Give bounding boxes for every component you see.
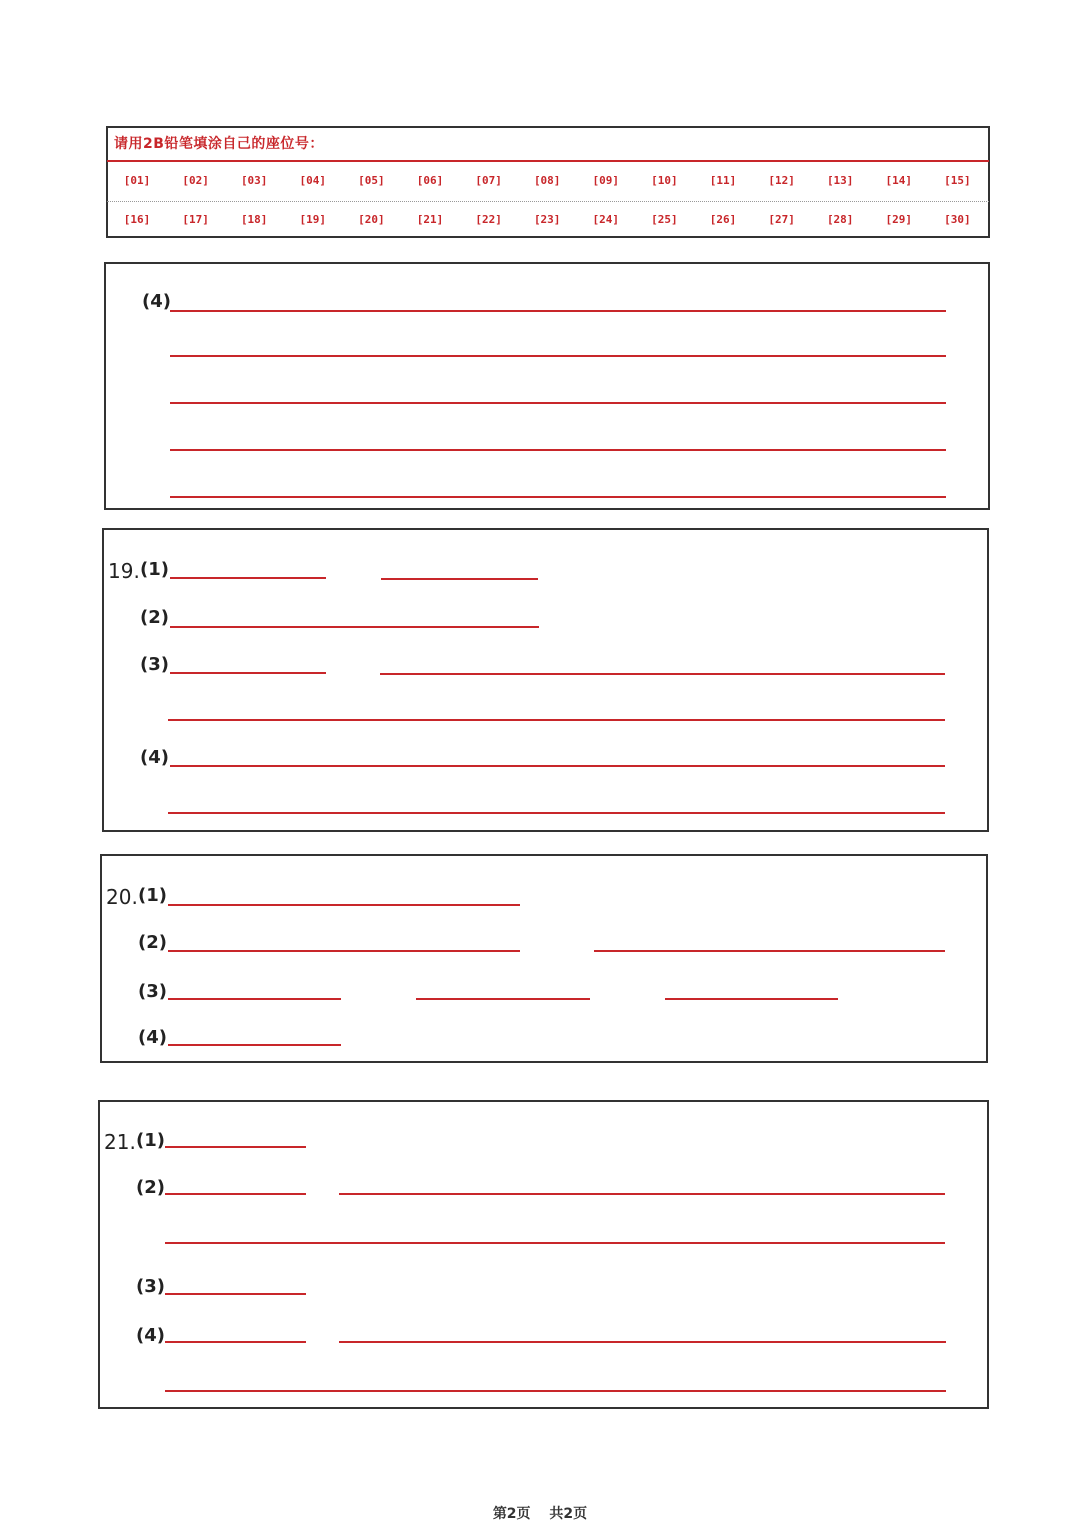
- answer-line[interactable]: [170, 496, 946, 498]
- seat-option[interactable]: [07]: [475, 174, 502, 187]
- q19-4-blank-b[interactable]: [168, 812, 945, 814]
- seat-option[interactable]: [18]: [240, 213, 268, 226]
- question-20-box: [100, 854, 988, 1063]
- q19-1-blank-b[interactable]: [381, 578, 538, 580]
- seat-header-divider: [107, 160, 989, 162]
- seat-option[interactable]: [05]: [358, 174, 385, 187]
- q19-4-blank-a[interactable]: [170, 765, 945, 767]
- q19-1-blank-a[interactable]: [170, 577, 326, 579]
- seat-option[interactable]: [06]: [416, 174, 444, 187]
- seat-option[interactable]: [25]: [651, 213, 678, 226]
- q20-2-blank-a[interactable]: [168, 950, 520, 952]
- seat-row-divider: [107, 201, 989, 202]
- q21-part-2-label: (2): [136, 1177, 165, 1198]
- seat-option[interactable]: [23]: [533, 213, 561, 226]
- q20-3-blank-b[interactable]: [416, 998, 590, 1000]
- answer-line[interactable]: [170, 310, 946, 312]
- seat-option[interactable]: [04]: [299, 174, 327, 187]
- seat-option[interactable]: [14]: [885, 174, 913, 187]
- q21-4-blank-b[interactable]: [339, 1341, 946, 1343]
- q20-1-blank[interactable]: [168, 904, 520, 906]
- q19-part-3-label: (3): [140, 654, 169, 675]
- q19-3-blank-c[interactable]: [168, 719, 945, 721]
- q21-part-1-label: (1): [136, 1130, 165, 1151]
- answer-line[interactable]: [170, 449, 946, 451]
- q20-3-blank-a[interactable]: [168, 998, 341, 1000]
- q21-3-blank[interactable]: [165, 1293, 306, 1295]
- seat-option[interactable]: [02]: [182, 174, 209, 187]
- seat-option[interactable]: [15]: [944, 174, 971, 187]
- q21-2-blank-a[interactable]: [165, 1193, 306, 1195]
- answer-box-continued: [104, 262, 990, 510]
- seat-option[interactable]: [26]: [709, 213, 737, 226]
- q19-part-1-label: (1): [140, 559, 169, 580]
- q21-4-blank-a[interactable]: [165, 1341, 306, 1343]
- q20-part-4-label: (4): [138, 1027, 167, 1048]
- q20-3-blank-c[interactable]: [665, 998, 838, 1000]
- page-footer: 第2页 共2页: [492, 1506, 588, 1522]
- part-4-label: (4): [142, 291, 171, 312]
- seat-option[interactable]: [29]: [885, 213, 913, 226]
- q21-2-blank-b[interactable]: [339, 1193, 945, 1195]
- seat-option[interactable]: [21]: [416, 213, 444, 226]
- answer-line[interactable]: [170, 355, 946, 357]
- seat-option[interactable]: [22]: [475, 213, 502, 226]
- q21-part-4-label: (4): [136, 1325, 165, 1346]
- seat-option[interactable]: [12]: [768, 174, 795, 187]
- question-19-box: [102, 528, 989, 832]
- q20-part-2-label: (2): [138, 932, 167, 953]
- question-19-number: 19.: [108, 559, 140, 583]
- seat-option[interactable]: [20]: [358, 213, 385, 226]
- seat-option[interactable]: [13]: [826, 174, 854, 187]
- answer-line[interactable]: [170, 402, 946, 404]
- seat-option[interactable]: [30]: [944, 213, 971, 226]
- seat-option[interactable]: [11]: [709, 174, 737, 187]
- q21-part-3-label: (3): [136, 1276, 165, 1297]
- seat-option[interactable]: [09]: [592, 174, 620, 187]
- seat-option[interactable]: [08]: [533, 174, 561, 187]
- question-20-number: 20.: [106, 885, 138, 909]
- q21-4-blank-c[interactable]: [165, 1390, 946, 1392]
- q20-part-3-label: (3): [138, 981, 167, 1002]
- q20-2-blank-b[interactable]: [594, 950, 945, 952]
- q21-1-blank[interactable]: [165, 1146, 306, 1148]
- seat-option[interactable]: [28]: [826, 213, 854, 226]
- seat-option[interactable]: [16]: [123, 213, 151, 226]
- seat-option[interactable]: [24]: [592, 213, 620, 226]
- seat-option[interactable]: [10]: [651, 174, 678, 187]
- q19-2-blank[interactable]: [170, 626, 539, 628]
- seat-option[interactable]: [19]: [299, 213, 327, 226]
- q19-3-blank-a[interactable]: [170, 672, 326, 674]
- q20-4-blank[interactable]: [168, 1044, 341, 1046]
- q19-part-4-label: (4): [140, 747, 169, 768]
- seat-option[interactable]: [27]: [768, 213, 795, 226]
- q19-3-blank-b[interactable]: [380, 673, 945, 675]
- q20-part-1-label: (1): [138, 885, 167, 906]
- seat-option[interactable]: [17]: [182, 213, 209, 226]
- seat-option[interactable]: [03]: [240, 174, 268, 187]
- seat-option[interactable]: [01]: [123, 174, 151, 187]
- q21-2-blank-c[interactable]: [165, 1242, 945, 1244]
- q19-part-2-label: (2): [140, 607, 169, 628]
- question-21-number: 21.: [104, 1130, 136, 1154]
- seat-number-instruction: 请用2B铅笔填涂自己的座位号：: [114, 136, 324, 152]
